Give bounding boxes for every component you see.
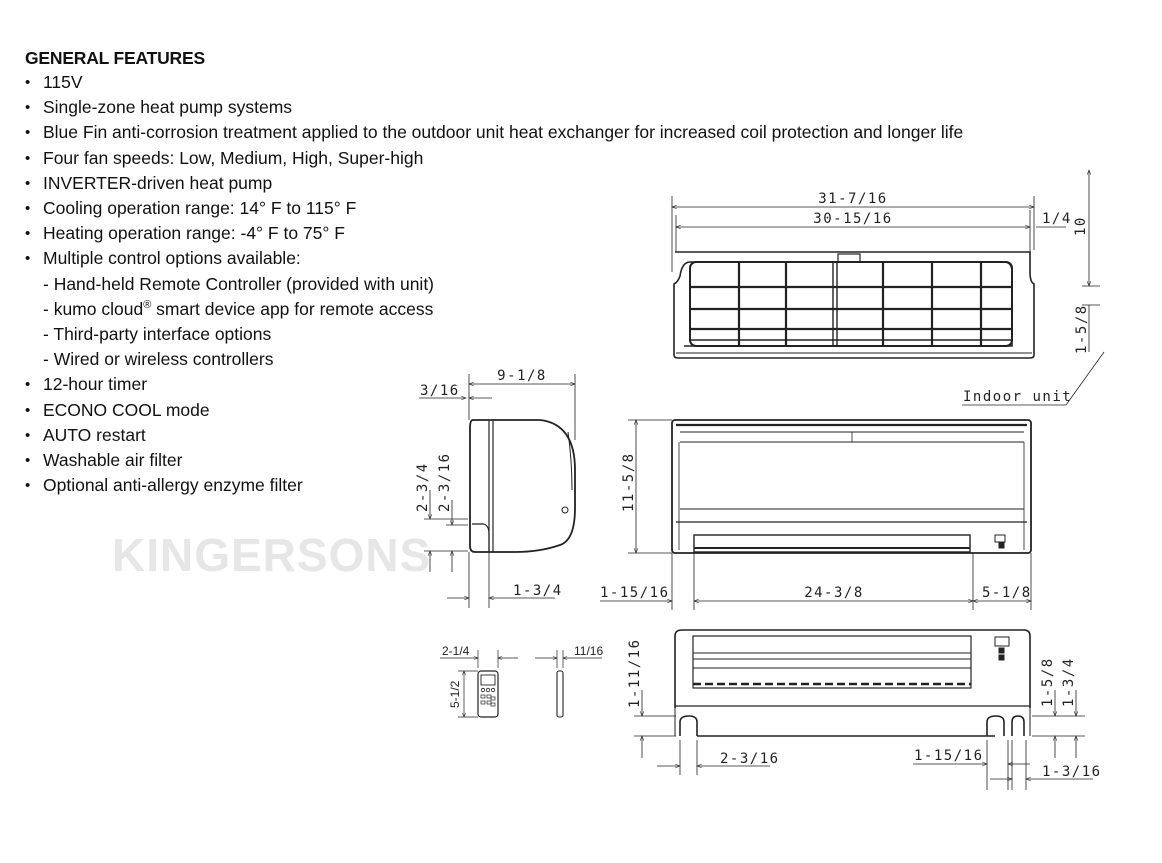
feature-subitem: - Hand-held Remote Controller (provided with unit)	[43, 273, 435, 294]
feature-item: • ECONO COOL mode	[25, 398, 963, 423]
feature-subitem: - Wired or wireless controllers	[43, 349, 274, 370]
dim-side-height-a: 2-3/4	[415, 462, 431, 512]
dim-front-right-offset: 5-1/8	[982, 585, 1032, 601]
registered-mark: ®	[143, 299, 152, 311]
feature-item: • 115V	[25, 70, 963, 95]
feature-item: • Four fan speeds: Low, Medium, High, Super-high	[25, 146, 963, 171]
dim-remote-width: 2-1/4	[442, 644, 470, 658]
watermark: KINGERSONS	[112, 529, 432, 581]
feature-item: • Heating operation range: -4° F to 75° F	[25, 221, 963, 246]
dim-bottom-right-height-b: 1-3/4	[1061, 657, 1077, 707]
front-view-drawing	[600, 420, 1031, 610]
dim-front-center-width: 24-3/8	[804, 585, 864, 601]
top-view-drawing	[672, 170, 1104, 405]
remote-controller-drawing	[440, 650, 602, 717]
features-title: GENERAL FEATURES	[25, 48, 205, 68]
dim-back-offset: 3/16	[420, 383, 460, 399]
feature-item: • AUTO restart	[25, 423, 963, 448]
dim-right-offset: 1/4	[1042, 211, 1072, 227]
dim-depth: 10	[1073, 216, 1089, 236]
feature-item: • Washable air filter	[25, 448, 963, 473]
dim-bottom-right-height-a: 1-5/8	[1040, 657, 1056, 707]
feature-item: • INVERTER-driven heat pump	[25, 171, 963, 196]
dim-front-left-offset: 1-15/16	[600, 585, 670, 601]
feature-item: • Optional anti-allergy enzyme filter	[25, 473, 963, 498]
dim-bottom-right-notch-b: 1-3/16	[1042, 764, 1102, 780]
feature-subitem-text: smart device app for remote access	[151, 298, 434, 319]
dim-lower-depth: 1-5/8	[1074, 304, 1090, 354]
feature-item: • Blue Fin anti-corrosion treatment applied to the outdoor unit heat exchanger for increased coil protection and longer life	[25, 120, 963, 145]
feature-item: • Cooling operation range: 14° F to 115° F	[25, 196, 963, 221]
bottom-view-drawing	[634, 630, 1093, 790]
dim-overall-width: 31-7/16	[818, 191, 888, 207]
feature-subitem-text: - kumo cloud	[43, 298, 144, 319]
dim-bottom-left-height: 1-11/16	[627, 638, 643, 708]
dim-body-width: 30-15/16	[813, 211, 893, 227]
dim-bottom-right-notch-a: 1-15/16	[914, 748, 984, 764]
feature-item: • 12-hour timer	[25, 372, 963, 397]
feature-item: • Single-zone heat pump systems	[25, 95, 963, 120]
dim-bottom-left-notch: 2-3/16	[720, 751, 780, 767]
dim-side-depth: 9-1/8	[497, 368, 547, 384]
indoor-unit-label: Indoor unit	[963, 389, 1073, 405]
dim-remote-height: 5-1/2	[448, 680, 462, 708]
dim-front-height: 11-5/8	[621, 452, 637, 512]
feature-subitem: - Third-party interface options	[43, 324, 272, 345]
dim-side-bottom-offset: 1-3/4	[513, 583, 563, 599]
dim-remote-thickness: 11/16	[574, 644, 604, 658]
feature-item: • Multiple control options available:	[25, 246, 963, 271]
dim-side-height-b: 2-3/16	[437, 452, 453, 512]
